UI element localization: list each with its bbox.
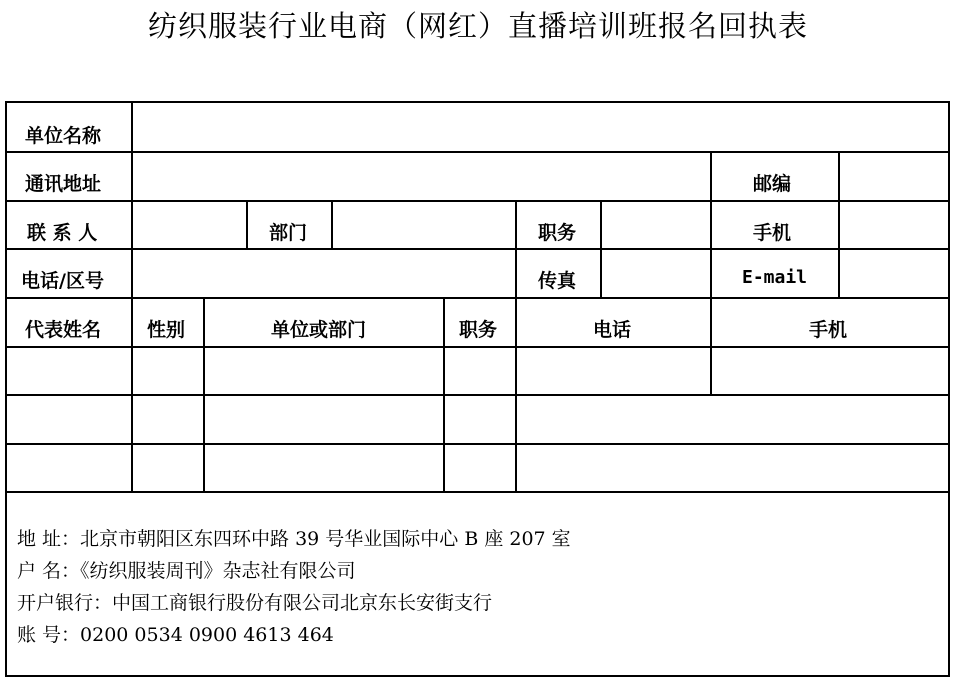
rep-header-phone: 电话 [593,319,632,341]
footer-account-name: 户 名：《纺织服装周刊》杂志社有限公司 [17,560,356,582]
form-title: 纺织服装行业电商（网红）直播培训班报名回执表 [147,9,808,43]
postcode-field[interactable] [840,153,948,200]
email-field[interactable] [840,250,948,297]
phone-area-label: 电话/区号 [21,270,104,292]
contact-label: 联 系 人 [27,222,98,244]
registration-form [5,101,950,677]
table-row[interactable] [7,348,948,394]
row-divider [7,297,948,299]
row-divider [7,491,948,493]
postcode-label: 邮编 [753,173,792,195]
unit-name-label: 单位名称 [25,125,102,147]
contact-field[interactable] [133,202,246,248]
table-row[interactable] [7,396,948,443]
address-label: 通讯地址 [25,173,102,195]
department-label: 部门 [269,222,308,244]
mobile-label: 手机 [753,222,792,244]
unit-name-field[interactable] [133,103,948,151]
rep-header-unit: 单位或部门 [271,319,367,341]
department-field[interactable] [333,202,515,248]
table-row[interactable] [7,445,948,491]
fax-label: 传真 [538,270,577,292]
footer-bank: 开户银行：中国工商银行股份有限公司北京东长安街支行 [17,592,493,614]
col-divider [246,200,248,248]
fax-field[interactable] [602,250,710,297]
footer-account-number: 账 号：0200 0534 0900 4613 464 [17,624,334,646]
position-field[interactable] [602,202,710,248]
address-field[interactable] [133,153,710,200]
footer-address: 地 址：北京市朝阳区东四环中路 39 号华业国际中心 B 座 207 室 [17,528,571,550]
phone-area-field[interactable] [133,250,515,297]
mobile-field[interactable] [840,202,948,248]
email-label: E-mail [742,267,808,288]
rep-header-position: 职务 [459,319,498,341]
col-divider [515,200,517,297]
rep-header-name: 代表姓名 [25,319,102,341]
rep-header-gender: 性别 [147,319,186,341]
position-label: 职务 [538,222,577,244]
rep-header-mobile: 手机 [809,319,848,341]
